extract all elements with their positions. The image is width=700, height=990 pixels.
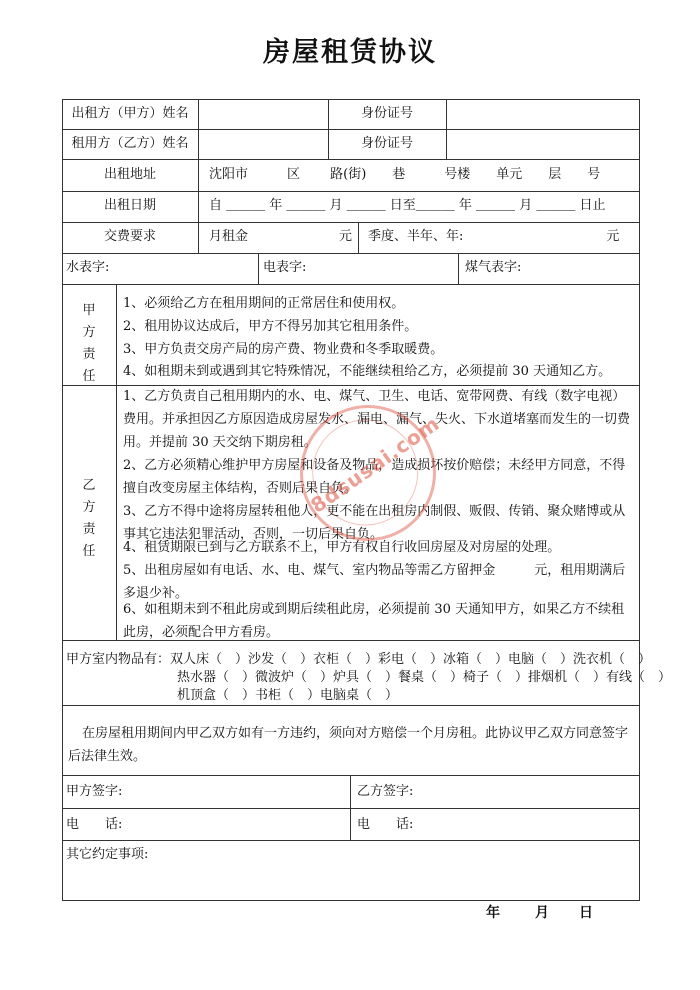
gas-meter-field[interactable]: 煤气表字: bbox=[465, 260, 522, 275]
lessee-name-field[interactable] bbox=[200, 134, 326, 154]
col-divider bbox=[350, 775, 351, 840]
row-divider bbox=[62, 808, 640, 809]
party-b-item: 2、乙方必须精心维护甲方房屋和设备及物品，造成损坏按价赔偿；未经甲方同意，不得擅自改变房屋主体结构，否则后果自负。 bbox=[123, 458, 626, 496]
lessee-name-label: 租用方（乙方）姓名 bbox=[71, 136, 189, 151]
electric-meter-field[interactable]: 电表字: bbox=[263, 260, 307, 275]
col-divider bbox=[198, 99, 199, 253]
monthly-rent-field[interactable]: 月租金 元 bbox=[209, 229, 353, 244]
party-a-item: 2、租用协议达成后，甲方不得另加其它租用条件。 bbox=[123, 319, 418, 334]
rental-date-field[interactable]: 自 ＿＿＿ 年 ＿＿＿ 月 ＿＿＿ 日至＿＿＿ 年 ＿＿＿ 月 ＿＿＿ 日止 bbox=[209, 198, 606, 213]
row-divider bbox=[62, 775, 640, 776]
footer-day: 日 bbox=[579, 905, 593, 921]
party-b-phone-field[interactable]: 电 话: bbox=[357, 817, 414, 832]
party-a-item: 4、如租期未到或遇到其它特殊情况，不能继续租给乙方，必须提前 30 天通知乙方。 bbox=[123, 364, 612, 379]
id-card-label: 身份证号 bbox=[360, 136, 413, 151]
col-divider bbox=[358, 222, 359, 253]
lessor-id-field[interactable] bbox=[448, 104, 638, 124]
col-divider bbox=[458, 253, 459, 284]
lessor-name-field[interactable] bbox=[200, 104, 326, 124]
water-meter-field[interactable]: 水表字: bbox=[66, 260, 110, 275]
document-title: 房屋租赁协议 bbox=[263, 37, 437, 68]
party-b-item: 3、乙方不得中途将房屋转租他人，更不能在出租房内制假、贩假、传销、聚众赌博或从事其它违法犯罪活动，否则，一切后果自负。 bbox=[123, 504, 626, 542]
payment-terms-label: 交费要求 bbox=[103, 229, 156, 244]
party-a-item: 3、甲方负责交房产局的房产费、物业费和冬季取暖费。 bbox=[123, 342, 444, 357]
col-divider bbox=[258, 253, 259, 284]
row-divider bbox=[62, 284, 640, 285]
party-b-label: 乙方责任 bbox=[82, 478, 96, 559]
lessor-name-label: 出租方（甲方）姓名 bbox=[71, 106, 189, 121]
party-a-signature-field[interactable]: 甲方签字: bbox=[66, 784, 123, 799]
furnishings-line[interactable]: 机顶盒（ ）书柜（ ）电脑桌（ ） bbox=[177, 688, 399, 703]
party-a-label: 甲方责任 bbox=[82, 303, 96, 384]
watermark-text: 8dsusai.com bbox=[306, 410, 445, 518]
footer-year: 年 bbox=[486, 905, 500, 921]
other-terms-field[interactable]: 其它约定事项: bbox=[66, 847, 149, 862]
col-divider bbox=[446, 99, 447, 159]
breach-clause: 在房屋租用期间内甲乙双方如有一方违约，须向对方赔偿一个月房租。此协议甲乙双方同意签字后法律生效。 bbox=[68, 726, 629, 764]
party-b-item: 5、出租房屋如有电话、水、电、煤气、室内物品等需乙方留押金 元，租用期满后多退少补。 bbox=[123, 563, 626, 601]
row-divider bbox=[62, 191, 640, 192]
furnishings-line[interactable]: 热水器（ ）微波炉（ ）炉具（ ）餐桌（ ）椅子（ ）排烟机（ ）有线（ ） bbox=[177, 670, 672, 685]
address-label: 出租地址 bbox=[103, 167, 156, 182]
row-divider bbox=[62, 222, 640, 223]
row-divider bbox=[62, 840, 640, 841]
footer-month: 月 bbox=[535, 905, 549, 921]
row-divider bbox=[62, 159, 640, 160]
col-divider bbox=[116, 284, 117, 640]
lessee-id-field[interactable] bbox=[448, 134, 638, 154]
party-a-phone-field[interactable]: 电 话: bbox=[66, 817, 123, 832]
period-rent-field[interactable]: 季度、半年、年: 元 bbox=[368, 229, 620, 244]
party-b-item: 1、乙方负责自己租用期内的水、电、煤气、卫生、电话、宽带网费、有线（数字电视）费用。并承担因乙方原因造成房屋发水、漏电、漏气、失火、下水道堵塞而发生的一切费用。并提前 30 天交纳下期房租。 bbox=[123, 389, 631, 450]
rental-date-label: 出租日期 bbox=[103, 198, 156, 213]
furnishings-line[interactable]: 甲方室内物品有：双人床（ ）沙发（ ）衣柜（ ）彩电（ ）冰箱（ ）电脑（ ）洗衣机（ ） bbox=[66, 652, 652, 667]
id-card-label: 身份证号 bbox=[360, 106, 413, 121]
party-b-signature-field[interactable]: 乙方签字: bbox=[357, 784, 414, 799]
address-field[interactable]: 沈阳市 区 路(街) 巷 号楼 单元 层 号 bbox=[209, 167, 601, 182]
party-a-item: 1、必须给乙方在租用期间的正常居住和使用权。 bbox=[123, 296, 405, 311]
row-divider bbox=[62, 253, 640, 254]
party-b-item: 4、租赁期限已到与乙方联系不上，甲方有权自行收回房屋及对房屋的处理。 bbox=[123, 540, 561, 555]
party-b-item: 6、如租期未到不租此房或到期后续租此房，必须提前 30 天通知甲方，如果乙方不续租此房，必须配合甲方看房。 bbox=[123, 602, 625, 640]
row-divider bbox=[62, 129, 640, 130]
